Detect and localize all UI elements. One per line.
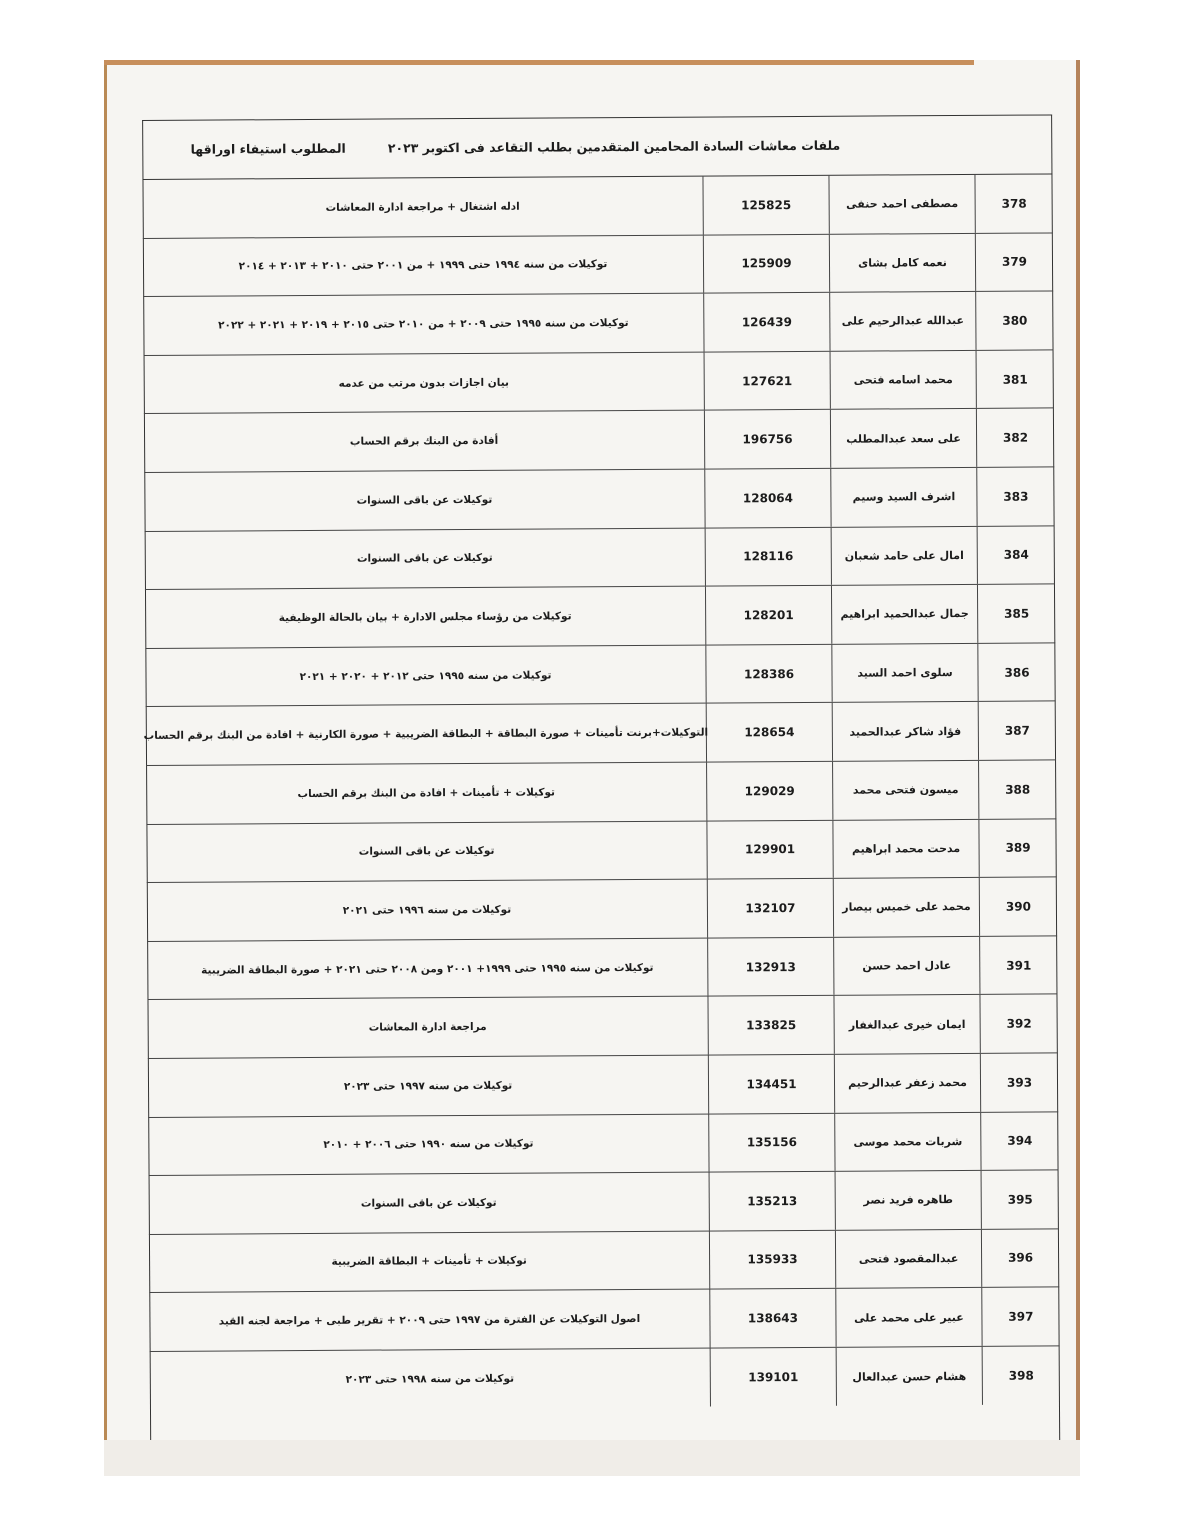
table-row [148, 1112, 1058, 1176]
lawyer-name: طاهره فريد نصر [835, 1171, 981, 1229]
file-code: 125909 [703, 234, 829, 292]
file-code: 135156 [708, 1113, 834, 1171]
file-code: 125825 [702, 176, 828, 234]
file-code: 132107 [707, 879, 833, 937]
required-documents: اصول التوكيلات عن الفترة من ١٩٩٧ حتى ٢٠٠٩ + تقرير طبى + مراجعة لجنه القيد [218, 1313, 641, 1328]
row-number: 383 [976, 467, 1054, 525]
row-number: 387 [978, 702, 1056, 760]
table-row [143, 702, 1056, 766]
table-row [146, 819, 1056, 883]
header-subtitle: المطلوب استيفاء اوراقها [190, 140, 346, 157]
table-row [149, 1171, 1059, 1235]
table-row [145, 526, 1055, 590]
required-documents: توكيلات من سنه ١٩٩٧ حتى ٢٠٢٣ [343, 1079, 513, 1093]
row-number: 394 [980, 1112, 1058, 1170]
table-row [143, 292, 1053, 356]
table-row [145, 585, 1055, 649]
file-code: 135933 [709, 1230, 835, 1288]
required-documents: توكيلات من سنه ١٩٩٥ حتى ٢٠١٢ + ٢٠٢٠ + ٢٠٢١ [299, 669, 552, 683]
file-code: 133825 [707, 996, 833, 1054]
file-code: 128116 [705, 527, 831, 585]
lawyer-name: نعمه كامل بشاى [829, 234, 975, 292]
lawyer-name: ايمان خيرى عبدالغفار [833, 995, 979, 1053]
required-documents: توكيلات من سنه ١٩٩٤ حتى ١٩٩٩ + من ٢٠٠١ حتى ٢٠١٠ + ٢٠١٣ + ٢٠١٤ [238, 258, 608, 273]
required-documents: توكيلات + تأمينات + افادة من البنك برقم الحساب [297, 786, 555, 800]
required-documents: توكيلات من سنه ١٩٩٥ حتى ١٩٩٩+ ٢٠٠١ ومن ٢٠٠٨ حتى ٢٠٢١ + صورة البطاقة الضريبية [201, 961, 654, 977]
file-code: 128064 [704, 469, 830, 527]
table-row [148, 1053, 1058, 1117]
table-row [144, 467, 1054, 531]
row-number: 396 [981, 1229, 1059, 1287]
file-code: 129029 [706, 762, 832, 820]
row-number: 395 [981, 1171, 1059, 1229]
table-row [149, 1229, 1059, 1293]
required-documents: توكيلات من سنه ١٩٩٨ حتى ٢٠٢٣ [345, 1372, 515, 1386]
row-number: 397 [981, 1288, 1059, 1346]
required-documents: ادله اشتغال + مراجعة ادارة المعاشات [325, 200, 520, 214]
required-documents: توكيلات من رؤساء مجلس الادارة + بيان بالحالة الوظيفية [278, 610, 572, 625]
row-number: 388 [978, 760, 1056, 818]
file-code: 196756 [704, 410, 830, 468]
table-row [147, 878, 1057, 942]
table-row [146, 760, 1056, 824]
required-documents: توكيلات + تأمينات + البطاقة الضريبية [331, 1255, 527, 1269]
table-row [143, 233, 1053, 297]
required-documents: توكيلات من سنه ١٩٩٥ حتى ٢٠٠٩ + من ٢٠١٠ حتى ٢٠١٥ + ٢٠١٩ + ٢٠٢١ + ٢٠٢٢ [218, 317, 629, 332]
table-row [147, 995, 1057, 1059]
table-row [149, 1288, 1059, 1352]
file-code: 128386 [705, 645, 831, 703]
lawyer-name: عبدالمقصود فتحى [835, 1230, 981, 1288]
required-documents: توكيلات عن باقى السنوات [360, 1196, 497, 1210]
required-documents: توكيلات عن باقى السنوات [356, 552, 493, 566]
lawyer-name: مصطفى احمد حنفى [828, 175, 974, 233]
file-code: 128201 [705, 586, 831, 644]
row-number: 392 [979, 995, 1057, 1053]
lawyer-name: هشام حسن عبدالعال [836, 1347, 982, 1406]
file-code: 135213 [709, 1172, 835, 1230]
row-number: 390 [979, 878, 1057, 936]
required-documents: توكيلات عن باقى السنوات [356, 493, 493, 507]
row-number: 385 [977, 585, 1055, 643]
lawyer-name: على سعد عبدالمطلب [830, 409, 976, 467]
table-row [144, 350, 1054, 414]
table-row [145, 643, 1055, 707]
table-header [142, 114, 1052, 180]
row-number: 380 [975, 292, 1053, 350]
lawyer-name: ميسون فتحى محمد [832, 761, 978, 819]
row-number: 393 [980, 1053, 1058, 1111]
lawyer-name: جمال عبدالحميد ابراهيم [831, 585, 977, 643]
row-number: 398 [982, 1346, 1060, 1405]
required-documents: التوكيلات+برنت تأمينات + صورة البطاقة + البطاقة الضريبية + صورة الكارنية + افادة من البنك برقم الحساب [143, 726, 709, 743]
required-documents: مراجعة ادارة المعاشات [368, 1021, 487, 1034]
row-number: 386 [977, 643, 1055, 701]
row-number: 384 [977, 526, 1055, 584]
photo-edge [104, 60, 974, 65]
file-code: 129901 [706, 820, 832, 878]
table-body [142, 174, 1059, 1410]
header-title: ملفات معاشات السادة المحامين المتقدمين بطلب التقاعد فى اكتوبر ٢٠٢٣ [387, 137, 841, 156]
table-row [150, 1346, 1060, 1410]
lawyer-name: محمد زعفر عبدالرحيم [834, 1054, 980, 1112]
table-row [142, 174, 1052, 238]
row-number: 379 [975, 233, 1053, 291]
file-code: 132913 [707, 938, 833, 996]
row-number: 382 [976, 409, 1054, 467]
file-code: 139101 [710, 1348, 836, 1407]
file-code: 138643 [709, 1289, 835, 1347]
lawyer-name: سلوى احمد السيد [831, 644, 977, 702]
file-code: 126439 [703, 293, 829, 351]
required-documents: توكيلات من سنه ١٩٩٠ حتى ٢٠٠٦ + ٢٠١٠ [323, 1137, 534, 1152]
table-row [144, 409, 1054, 473]
required-documents: توكيلات من سنه ١٩٩٦ حتى ٢٠٢١ [342, 903, 512, 917]
lawyer-name: شربات محمد موسى [834, 1112, 980, 1170]
required-documents: بيان اجازات بدون مرتب من عدمه [338, 376, 509, 390]
lawyer-name: فؤاد شاكر عبدالحميد [832, 702, 978, 760]
row-number: 381 [976, 350, 1054, 408]
document-page [142, 96, 1060, 1448]
required-documents: توكيلات عن باقى السنوات [358, 845, 495, 859]
table-row [147, 936, 1057, 1000]
lawyer-name: امال على حامد شعبان [831, 526, 977, 584]
lawyer-name: عبدالله عبدالرحيم على [829, 292, 975, 350]
row-number: 378 [974, 174, 1052, 232]
lawyer-name: عادل احمد حسن [833, 937, 979, 995]
lawyer-name: محمد على خميس بيصار [833, 878, 979, 936]
lawyer-name: اشرف السيد وسيم [830, 468, 976, 526]
row-number: 389 [978, 819, 1056, 877]
file-code: 127621 [704, 352, 830, 410]
lawyer-name: محمد اسامه فتحى [830, 351, 976, 409]
photo-bottom-edge [104, 1440, 1080, 1476]
file-code: 128654 [706, 703, 832, 761]
row-number: 391 [979, 936, 1057, 994]
file-code: 134451 [708, 1055, 834, 1113]
required-documents: أفادة من البنك برقم الحساب [349, 435, 499, 448]
lawyer-name: عبير على محمد على [835, 1288, 981, 1346]
lawyer-name: مدحت محمد ابراهيم [832, 819, 978, 877]
